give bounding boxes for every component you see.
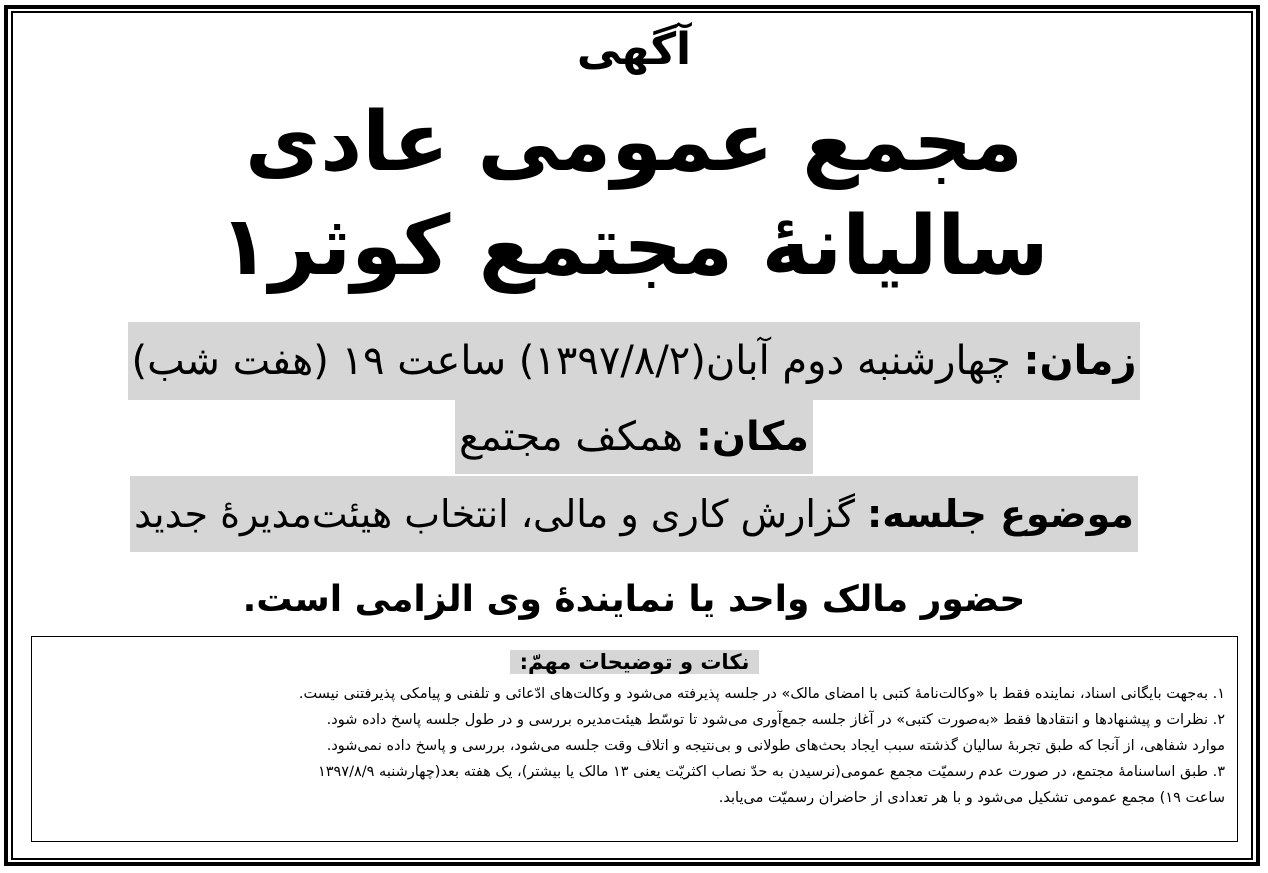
title-annual-complex: سالیانهٔ مجتمع کوثر۱ [219, 199, 1049, 294]
title-general-assembly: مجمع عمومی عادی [244, 95, 1024, 190]
notes-list [32, 679, 1237, 811]
subject-label: موضوع جلسه: [867, 492, 1134, 536]
place-value: همکف مجتمع [458, 414, 696, 460]
place-label: مکان: [695, 414, 810, 460]
subject-row [56, 476, 1212, 552]
subject-highlight [130, 476, 1138, 552]
note-line: ۱. به‌جهت بایگانی اسناد، نماینده فقط با «وکالت‌نامهٔ کتبی با امضای مالک» در جلسه پذیرفته می‌شود و وکالت‌های ادّعائی و تلفنی و پیامکی پذیرفتنی نیست. [298, 686, 1225, 702]
note-line: ۲. نظرات و پیشنهادها و انتقادها فقط «به‌صورت کتبی» در آغاز جلسه جمع‌آوری می‌شود تا توسّط هیئت‌مدیره بررسی و در طول جلسه پاسخ داده شود. [326, 712, 1225, 728]
attendance-notice: حضور مالک واحد یا نمایندهٔ وی الزامی است. [242, 579, 1026, 620]
note-line: موارد شفاهی، از آنجا که طبق تجربهٔ سالیان گذشته سبب ایجاد بحث‌های طولانی و بی‌نتیجه و اتلاف وقت جلسه می‌شود، بررسی و پاسخ داده نمی‌شود. [326, 738, 1225, 754]
time-value: چهارشنبه دوم آبان(۱۳۹۷/۸/۲) ساعت ۱۹ (هفت شب) [131, 338, 1024, 384]
time-row [48, 322, 1220, 400]
notes-title [32, 645, 1237, 679]
place-row [0, 400, 1268, 474]
note-line: ۳. طبق اساسنامهٔ مجتمع، در صورت عدم رسمیّت مجمع عمومی(نرسیدن به حدّ نصاب اکثریّت یعنی ۱۳ مالک یا بیشتر)، یک هفته بعد(چهارشنبه ۱۳۹۷/۸/۹ [317, 764, 1225, 780]
time-label: زمان: [1023, 338, 1137, 384]
notes-title-text: نکات و توضیحات مهمّ: [510, 650, 760, 674]
notes-box [31, 636, 1238, 842]
notice-header: آگهی [576, 24, 692, 75]
subject-value: گزارش کاری و مالی، انتخاب هیئت‌مدیرهٔ جدید [134, 492, 868, 536]
time-highlight [128, 322, 1141, 400]
place-highlight [455, 400, 813, 474]
note-line: ساعت ۱۹) مجمع عمومی تشکیل می‌شود و با هر تعدادی از حاضران رسمیّت می‌یابد. [718, 790, 1225, 806]
